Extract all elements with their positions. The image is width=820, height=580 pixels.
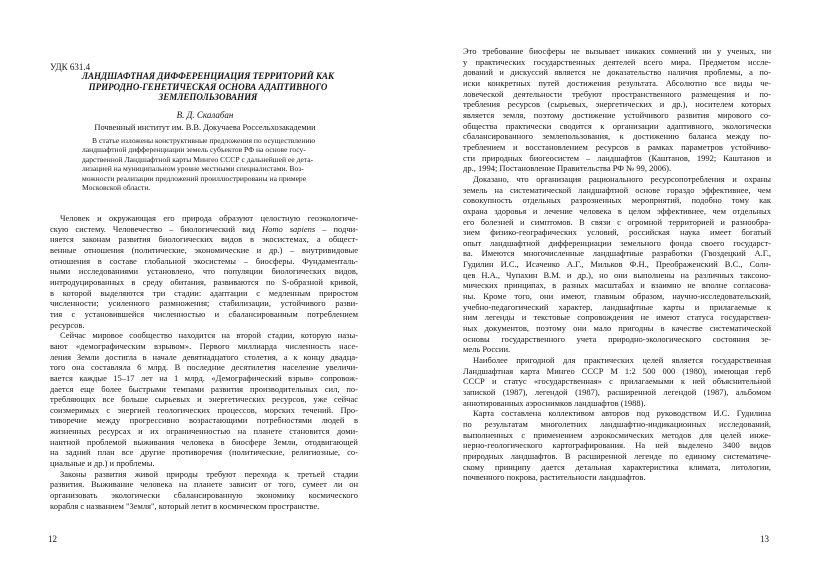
- text-line: требляющих все больше сырьевых и энергетических ресурсов, уже сейчас: [50, 394, 358, 405]
- abstract-line: В статье изложены конструктивные предложения по осуществлению: [92, 136, 316, 145]
- text-line: СССР и статус «государственная» с прилагаемыми к ней объяснительной: [463, 376, 771, 387]
- text-line: по результатам многолетних ландшафтно-индикационных исследований,: [463, 418, 771, 429]
- text-line: на задний план все другие противоречия (политические, религиозные, со-: [50, 447, 358, 458]
- text-line: жизненных ресурсах и их ограниченностью на планете становится доми-: [50, 426, 358, 437]
- text-line: цев Н.А., Чупахин В.М. и др.), но они выполнены на различных таксоно-: [463, 269, 771, 280]
- text-line: вают «демографическим взрывом». Первого миллиарда численность насе-: [50, 340, 358, 351]
- text-line: иски конкретных путей достижения результата. Абсолютно все виды че-: [463, 77, 771, 88]
- text-line: почвенного покрова, растительности ландшафтов.: [463, 472, 646, 483]
- text-line: Наиболее пригодной для практических целей является государственная: [473, 355, 771, 366]
- title-line: ЗЕМЛЕПОЛЬЗОВАНИЯ: [158, 92, 258, 102]
- text-line: тиворечие между прогрессивно возрастающими потребностями людей в: [50, 415, 358, 426]
- text-line: в которой выделяются три стадии: адаптации с медленным приростом: [50, 287, 358, 298]
- text-line: Это требование биосферы не вызывает никаких сомнений ни у ученых, ни: [463, 46, 771, 56]
- text-line: няется законам развития биологических видов в экосистемах, а общест-: [50, 234, 358, 245]
- text-line: венные отношения (политические, экономические и др.) – внутривидовые: [50, 244, 358, 255]
- text-line: ресурсов.: [50, 319, 85, 330]
- text-line: земель на систематической ландшафтной основе гораздо эффективнее, чем: [463, 184, 771, 195]
- text-line: Ландшафтная карта Мингео СССР М 1:2 500 000 (1980), имеющая герб: [463, 365, 771, 376]
- text-line: организовать экологически сбалансированную экономику космического: [50, 490, 358, 501]
- right-page: [410, 0, 820, 580]
- text-line: у практических государственных деятелей всего мира. Предметом иссле-: [463, 56, 771, 67]
- text-line: Гудилин И.С., Исаченко А.Г., Мильков Ф.Н., Преображенский В.С., Солн-: [463, 259, 771, 270]
- text-line: дается еще более быстрыми темпами развития производительных сил, по-: [50, 383, 358, 394]
- title-line: ПРИРОДНО-ГЕНЕТИЧЕСКАЯ ОСНОВА АДАПТИВНОГО: [88, 81, 328, 92]
- text-line: соизмеримых с энергией геологических процессов, морских течений. Про-: [50, 404, 358, 415]
- text-line: аннотированных аэроснимков ландшафтов (1988).: [463, 397, 646, 408]
- text-line: Законы развития живой природы требуют перехода к третьей стадии: [60, 468, 358, 479]
- abstract-line: дарственной Ландшафтной карты Мингео СССР с дальнейшей ее дета-: [82, 154, 314, 164]
- text-line: циальные и др.) и проблемы.: [50, 458, 155, 469]
- text-line: мических принципах, в разных масштабах и взаимно не вполне согласова-: [463, 280, 771, 291]
- abstract-line: можности реализации предложений проиллюстрированы на примере: [82, 173, 307, 183]
- text-line: основы государственного учета природно-экологического состояния зе-: [463, 333, 771, 344]
- text-line: требления ресурсов (сырьевых, энергетических и др.), носителем которых: [463, 99, 771, 110]
- text-line: дований и дискуссий является не доказательство наличия проблемы, а по-: [463, 67, 771, 78]
- text-line: сти природных биогеосистем – ландшафтов (Каштанов, 1992; Каштанов и: [463, 152, 771, 163]
- abstract-line: Московской области.: [82, 183, 151, 193]
- article-title: [62, 71, 354, 103]
- text-line: запиской (1987), легендой (1987), расширенной легендой (1987), альбомом: [463, 387, 771, 397]
- page-number: 12: [48, 534, 57, 544]
- text-line: ны. Кроме того, они имеют, главным образом, научно-исследовательский,: [463, 291, 771, 302]
- text-line: интродуцированных в среду обитания, развиваются по S-образной кривой,: [50, 276, 358, 287]
- text-line: ных документов, поэтому они мало пригодны в качестве систематической: [463, 323, 771, 334]
- udk-code: УДК 631.4: [50, 62, 91, 72]
- text-line: ним легенды и текстовые сопровождения не имеют статуса государствен-: [463, 312, 771, 323]
- text-line: Карта составлена коллективом авторов под руководством И.С. Гудилина: [473, 408, 771, 419]
- text-line: охрана здоровья и лечение человека в целом эффективнее, чем отдельных: [463, 205, 771, 216]
- text-line: скую систему. Человечество – биологический вид Homo sapiens – подчи-: [50, 223, 358, 234]
- abstract-line: ландшафтной дифференциации земель субъектов РФ на основе госу-: [82, 145, 306, 155]
- text-line: ления Земли достигла в начале девятнадцатого столетия, а к концу двадца-: [50, 351, 358, 362]
- text-line: вается каждые 15–17 лет на 1 млрд. «Демографический взрыв» сопровож-: [50, 372, 358, 383]
- text-line: является земля, поэтому достижение устойчивого развития мирового со-: [463, 109, 771, 120]
- text-line: нантной проблемой выживания человека в биосфере Земли, отодвигающей: [50, 436, 358, 447]
- text-line: тия с установившейся численностью и сбалансированным потреблением: [50, 308, 358, 319]
- text-line: ва. Имеются многочисленные ландшафтные разработки (Гвоздецкий А.Г.,: [463, 248, 771, 259]
- text-line: Сейчас мировое сообщество находится на второй стадии, которую назы-: [60, 330, 358, 341]
- text-line: выполненных с применением аэрокосмических методов для целей инже-: [463, 429, 771, 440]
- text-line: мель России.: [463, 344, 511, 355]
- title-line: ЛАНДШАФТНАЯ ДИФФЕРЕНЦИАЦИЯ ТЕРРИТОРИЙ КАК: [81, 71, 335, 81]
- page-number: 13: [760, 534, 769, 544]
- species-name: Homo sapiens: [261, 223, 316, 234]
- text-line: природных ландшафтов. В расширенной легенде по единому систематиче-: [463, 450, 771, 461]
- text-line: отношения в составе глобальной экосистемы – биосферы. Фундаменталь-: [50, 255, 358, 266]
- text-line: ными исследованиями установлено, что популяции биологических видов,: [50, 266, 358, 277]
- text-line: общества практически сводится к организации адаптивного, экологически: [463, 120, 771, 131]
- text-line: учебно-педагогический характер, ландшафтные карты и прилагаемые к: [463, 301, 771, 312]
- author-name: В. Д. Скалабан: [176, 110, 234, 120]
- text-line: численности; усиленного размножения; стабилизации, устойчивого разви-: [50, 298, 358, 309]
- text-line: опыт ландшафтной дифференциации земельного фонда своего государст-: [463, 237, 771, 248]
- text-line: Человек и окружающая его природа образуют целостную геоэкологиче-: [60, 213, 358, 223]
- text-line: зием физико-географических условий, российская наука имеет богатый: [463, 227, 771, 238]
- author-affiliation: Почвенный институт им. В.В. Докучаева Россельхозакадемии: [94, 123, 316, 132]
- abstract-line: лизацией на муниципальном уровне местными специалистами. Воз-: [82, 164, 304, 174]
- text-line: корабля с названием "Земля", который летит в космическом пространстве.: [50, 500, 320, 511]
- text-line: сбалансированного землепользования, к достижению баланса между по-: [463, 131, 771, 142]
- abstract: [82, 136, 344, 192]
- text-line: скому принципу дается детальная характеристика климата, литологии,: [463, 461, 771, 472]
- text-line: нерно-геологического картографирования. На ней выделено 3400 видов: [463, 440, 771, 451]
- text-line: развития. Выживание человека на планете зависит от того, сумеет ли он: [50, 479, 358, 490]
- text-line: того она составляла 6 млрд. В последние десятилетия население увеличи-: [50, 362, 358, 373]
- right-body-text: [463, 46, 771, 483]
- left-body-text: [50, 213, 358, 511]
- text-line: его болезней и симптомов. В связи с огромной территорией и разнообра-: [463, 216, 771, 227]
- text-line: Доказано, что организация рационального ресурсопотребления и охраны: [473, 173, 771, 184]
- text-line: ловеческой деятельности требуют пространственного размещения и по-: [463, 88, 771, 99]
- text-line: совокупность отдельных разрозненных мероприятий, подобно тому как: [463, 195, 771, 206]
- text-line: др., 1994; Постановление Правительства РФ № 99, 2006).: [463, 163, 672, 174]
- text-line: треблением и восстановлением ресурсов в рамках параметров устойчиво-: [463, 141, 771, 152]
